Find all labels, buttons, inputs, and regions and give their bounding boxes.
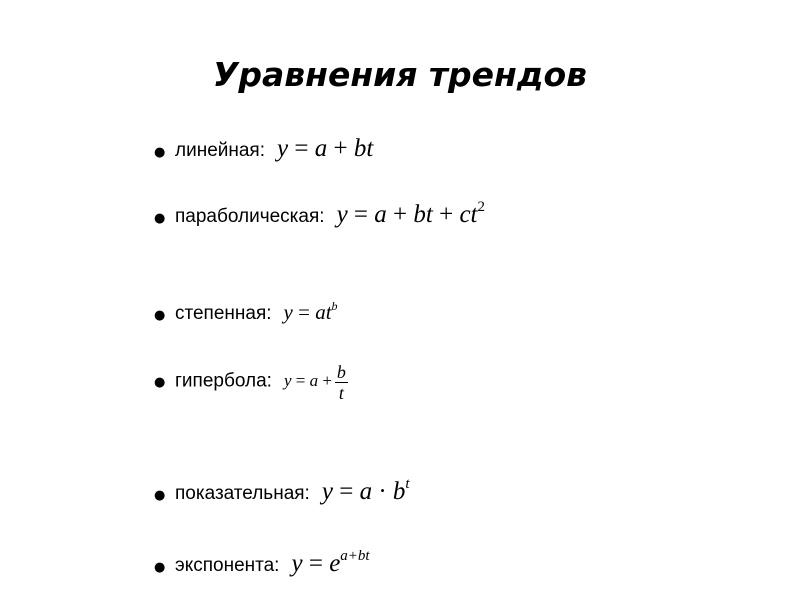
formula-parabolic: y = a + bt + $ct^2$: [336, 199, 485, 228]
bullet-icon: ●: [154, 488, 166, 503]
item-label-exponential-base: показательная:: [175, 483, 310, 504]
list-item-power: [154, 300, 338, 325]
item-label-hyperbola: гипербола:: [175, 370, 272, 392]
fraction: $\frac{b}{t}$: [336, 362, 346, 403]
bullet-icon: ●: [154, 145, 166, 160]
bullet-icon: ●: [154, 375, 166, 391]
formula-exponential-base: $y = a \cdot b^t$: [321, 476, 410, 505]
formula-hyperbola: y = a + $\frac{b}{t}$: [283, 362, 346, 403]
list-item-parabolic: [154, 201, 485, 229]
item-label-parabolic: параболическая:: [175, 206, 325, 227]
list-item-linear: [154, 135, 373, 163]
item-label-power: степенная:: [175, 303, 272, 324]
list-item-exponential-base: [154, 478, 410, 506]
formula-exponent: $y = e^{a+bt}$: [291, 548, 370, 577]
bullet-icon: ●: [154, 308, 166, 323]
bullet-icon: ●: [154, 560, 166, 575]
formula-linear: y = a + bt: [277, 135, 374, 162]
item-label-exponent: экспонента:: [175, 555, 280, 576]
list-item-hyperbola: [154, 362, 348, 403]
list-item-exponent: [154, 550, 370, 578]
bullet-icon: ●: [154, 211, 166, 226]
slide-title: Уравнения трендов: [212, 55, 588, 94]
formula-power: $y = at^b$: [283, 299, 338, 324]
item-label-linear: линейная:: [175, 140, 265, 161]
